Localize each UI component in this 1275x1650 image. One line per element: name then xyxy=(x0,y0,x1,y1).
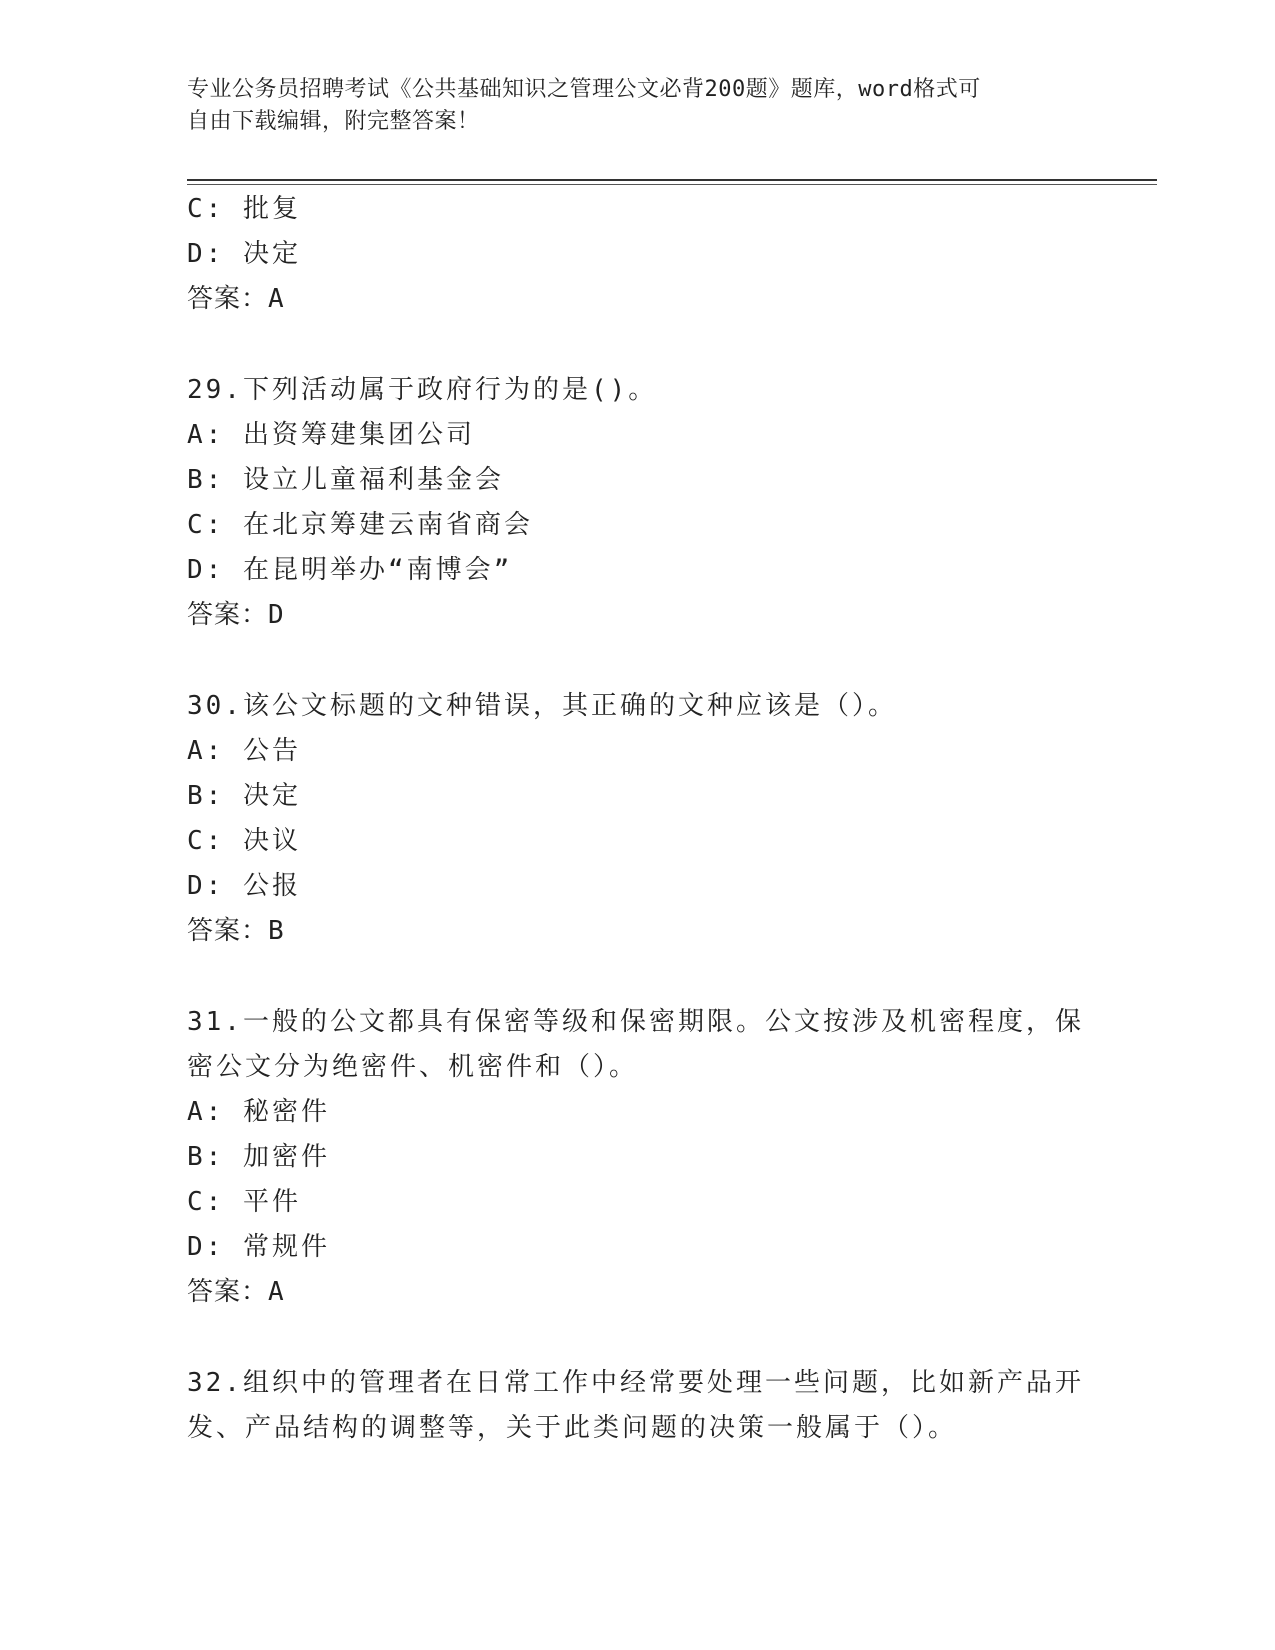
header-line-1: 专业公务员招聘考试《公共基础知识之管理公文必背200题》题库，word格式可 xyxy=(187,77,981,102)
header-line-2: 自由下载编辑，附完整答案！ xyxy=(187,109,480,134)
q32-stem-line-2: 发、产品结构的调整等，关于此类问题的决策一般属于（）。 xyxy=(187,1413,958,1443)
q29-answer: 答案：D xyxy=(187,600,285,630)
prev-option-c: C: 批复 xyxy=(187,194,301,224)
q31-option-d: D: 常规件 xyxy=(187,1232,330,1262)
header-divider-thick xyxy=(187,179,1157,181)
q29-option-d: D: 在昆明举办“南博会” xyxy=(187,555,513,585)
q29-option-a: A: 出资筹建集团公司 xyxy=(187,420,475,450)
header-divider-thin xyxy=(187,184,1157,185)
prev-option-d: D: 决定 xyxy=(187,239,301,269)
q30-option-d: D: 公报 xyxy=(187,871,301,901)
q30-answer: 答案：B xyxy=(187,916,285,946)
q30-option-c: C: 决议 xyxy=(187,826,301,856)
prev-answer: 答案：A xyxy=(187,284,285,314)
q31-answer: 答案：A xyxy=(187,1277,285,1307)
document-header xyxy=(187,74,1067,138)
q31-option-b: B: 加密件 xyxy=(187,1142,330,1172)
q32-stem-line-1: 32.组织中的管理者在日常工作中经常要处理一些问题，比如新产品开 xyxy=(187,1368,1084,1398)
q30-option-b: B: 决定 xyxy=(187,781,301,811)
q29-option-b: B: 设立儿童福利基金会 xyxy=(187,465,504,495)
q29-option-c: C: 在北京筹建云南省商会 xyxy=(187,510,533,540)
q31-stem-line-1: 31.一般的公文都具有保密等级和保密期限。公文按涉及机密程度，保 xyxy=(187,1007,1084,1037)
q31-stem-line-2: 密公文分为绝密件、机密件和（）。 xyxy=(187,1052,639,1082)
q29-stem: 29.下列活动属于政府行为的是()。 xyxy=(187,375,658,405)
q30-option-a: A: 公告 xyxy=(187,736,301,766)
q31-option-a: A: 秘密件 xyxy=(187,1097,330,1127)
q31-option-c: C: 平件 xyxy=(187,1187,301,1217)
q30-stem: 30.该公文标题的文种错误，其正确的文种应该是（）。 xyxy=(187,691,897,721)
